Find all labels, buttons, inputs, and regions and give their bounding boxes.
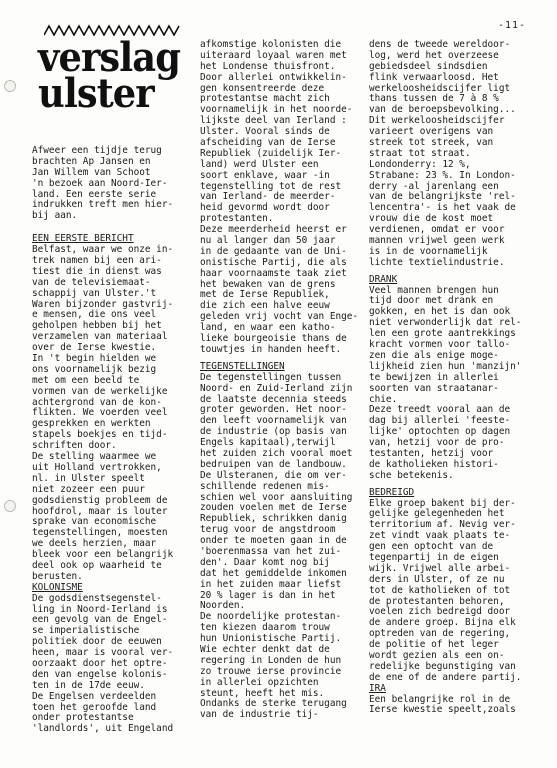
text-line: bleek voor een belangrijk bbox=[32, 549, 174, 561]
text-line: land. Een eerste serie bbox=[32, 188, 157, 200]
text-line: politiek door de eeuwen bbox=[32, 636, 162, 648]
page-number: -11- bbox=[498, 20, 527, 31]
text-line: trek namen bij een ari- bbox=[32, 255, 162, 267]
text-line: groter geworden. Het noor- bbox=[200, 404, 347, 416]
text-line: hun Unionistische Partij. bbox=[200, 633, 342, 645]
text-line: tegenstelling tot de rest bbox=[200, 180, 342, 192]
text-line: terug voor de angstdroom bbox=[200, 524, 336, 536]
text-line: over de Ierse kwestie. bbox=[32, 342, 157, 354]
title-line-1: verslag bbox=[38, 34, 181, 81]
text-line: tegenstellingen, moesten bbox=[32, 527, 168, 539]
text-line: Engels kapitaal),terwijl bbox=[200, 437, 336, 449]
text-line: afkomstige kolonisten die bbox=[200, 39, 342, 50]
text-line: protestanten. bbox=[200, 213, 274, 225]
text-line: lieke bourgeoisie thans de bbox=[200, 333, 347, 345]
text-line: het Londense thuisfront. bbox=[200, 60, 336, 72]
text-line: dat het gemiddelde inkomen bbox=[200, 567, 347, 579]
text-line: afscheiding van de Ierse bbox=[200, 137, 336, 149]
text-line: varieert overigens van bbox=[369, 126, 494, 138]
article-title bbox=[38, 34, 198, 117]
text-line: tot de katholieken of tot bbox=[369, 584, 511, 596]
text-line: het zuiden zich vooral moet bbox=[200, 447, 353, 459]
text-line: in het zuiden maar liefst bbox=[200, 578, 342, 590]
text-line: gokken, en het is dan ook bbox=[369, 306, 511, 318]
text-line: we deels herzien, maar bbox=[32, 538, 157, 550]
text-column-2 bbox=[200, 40, 358, 721]
text-line: vrouw die de kost moet bbox=[369, 213, 494, 225]
text-line: nl. in Ulster speelt bbox=[32, 472, 145, 484]
text-line: zet vindt vaak plaats te- bbox=[369, 530, 511, 542]
text-line: uiteraard loyaal waren met bbox=[200, 49, 347, 61]
text-line: touwtjes in handen heeft. bbox=[200, 343, 342, 355]
text-line: van de industrie tij- bbox=[200, 709, 319, 721]
text-line: gen een optocht van de bbox=[369, 541, 494, 553]
text-line: ten in de 17de eeuw. bbox=[32, 679, 145, 691]
text-line: tiest die in dienst was bbox=[32, 265, 162, 277]
text-line: met om een beeld te bbox=[32, 374, 140, 386]
text-line: schien wel voor aansluiting bbox=[200, 491, 353, 503]
text-line: kracht vormen voor tallo- bbox=[369, 339, 511, 351]
text-line: mannen vrijwel geen werk bbox=[369, 235, 505, 247]
text-line: Ondanks de sterke terugang bbox=[200, 698, 347, 710]
text-line: Noorden. bbox=[200, 600, 246, 612]
text-line: het bewaken van de grens bbox=[200, 278, 336, 290]
text-line: De Ulsteranen, die om ver- bbox=[200, 469, 347, 481]
text-line: Deze treedt vooral aan de bbox=[369, 404, 511, 416]
text-line: regering in Londen de hun bbox=[200, 654, 342, 666]
text-line: soorten van straatanar- bbox=[369, 382, 499, 394]
text-line: dag bij allerlei 'feeste- bbox=[369, 415, 511, 427]
text-line: steunt, heeft het mis. bbox=[200, 687, 325, 699]
text-line: De noordelijke protestan- bbox=[200, 611, 342, 623]
text-line: e mensen, die ons veel bbox=[32, 309, 157, 321]
text-line: schappij van Ulster.'t bbox=[32, 287, 157, 299]
text-line: flikten. We voerden veel bbox=[32, 407, 168, 419]
text-line: Deze meerderheid heerst er bbox=[200, 224, 347, 236]
text-line: voelen zich bedreigd door bbox=[369, 606, 511, 618]
text-line: bij aan. bbox=[32, 210, 78, 222]
text-line: streek tot streek, van bbox=[369, 137, 494, 149]
text-line: gebiedsdeel sindsdien bbox=[369, 60, 488, 72]
text-line: lijkste deel van Ierland : bbox=[200, 115, 347, 127]
text-line: onistische Partij, die als bbox=[200, 256, 347, 268]
text-line: berusten. bbox=[32, 570, 83, 582]
text-line: nu al langer dan 50 jaar bbox=[200, 235, 336, 247]
text-line: testanten, hetzij voor bbox=[369, 447, 494, 459]
text-line: de industrie (op basis van bbox=[200, 426, 347, 438]
title-line-2: ulster bbox=[38, 70, 154, 117]
text-column-3 bbox=[369, 40, 521, 716]
punch-hole bbox=[4, 500, 16, 512]
text-line: Wie echter denkt dat de bbox=[200, 643, 330, 655]
text-line: van de beroepsbevolking... bbox=[369, 104, 516, 116]
text-line: 20 % lager is dan in het bbox=[200, 589, 336, 601]
text-line: niet verwonderlijk dat rel- bbox=[369, 317, 522, 329]
text-line: straat tot straat. bbox=[369, 147, 471, 159]
text-line: verzamelen van materiaal bbox=[32, 331, 168, 343]
text-line: den van engelse kolonis- bbox=[32, 668, 168, 680]
section-heading: DRANK bbox=[369, 273, 398, 285]
text-line: Ierse kwestie speelt,zoals bbox=[369, 704, 516, 716]
text-line: Ulster. Vooral sinds de bbox=[200, 126, 330, 138]
text-line: se imperialistische bbox=[32, 625, 140, 637]
text-line: Door allerlei ontwikkelin- bbox=[200, 71, 347, 83]
text-line: Strabane: 23 %. In London- bbox=[369, 169, 516, 181]
text-line: Dit werkeloosheidscijfer bbox=[369, 115, 505, 127]
text-line: van de televisiemaat- bbox=[32, 276, 151, 288]
text-line: Noord- en Zuid-Ierland zijn bbox=[200, 382, 353, 394]
text-line: onder te moeten gaan in de bbox=[200, 535, 347, 547]
text-line: Elke groep bakent bij der- bbox=[369, 497, 516, 509]
text-line: van, hetzij voor de pro- bbox=[369, 437, 505, 449]
text-line: sche betekenis. bbox=[369, 469, 454, 481]
text-line: tijd door met drank en bbox=[369, 295, 494, 307]
text-line: zen die als enige moge- bbox=[369, 349, 499, 361]
text-line: ons voornamelijk bezig bbox=[32, 363, 157, 375]
text-line: de katholieken histori- bbox=[369, 458, 499, 470]
text-line: ders in Ulster, of ze nu bbox=[369, 573, 505, 585]
section-heading: BEDREIGD bbox=[369, 486, 415, 498]
text-line: de politie of het leger bbox=[369, 639, 499, 651]
text-line: onder protestantse bbox=[32, 712, 134, 724]
text-line: wordt gezien als een on- bbox=[369, 649, 505, 661]
text-line: Een belangrijke rol in de bbox=[369, 693, 511, 705]
text-line: lencentra'- is het vaak de bbox=[369, 202, 516, 214]
text-line: Republiek (zuidelijk Ier- bbox=[200, 147, 342, 159]
text-line: met de Ierse Republiek, bbox=[200, 289, 330, 301]
text-line: indrukken treft men hier- bbox=[32, 199, 174, 211]
text-line: achtergrond van de kon- bbox=[32, 396, 162, 408]
text-line: in de gedaante van de Uni- bbox=[200, 245, 347, 257]
text-line: tegenpartij in de eigen bbox=[369, 551, 499, 563]
text-line: protestantse macht zich bbox=[200, 93, 330, 105]
text-line: schriften door. bbox=[32, 440, 117, 452]
text-line: optreden van de regering, bbox=[369, 628, 511, 640]
text-line: redelijke begunstiging van bbox=[369, 660, 516, 672]
text-line: 'boerenmassa van het zui- bbox=[200, 545, 342, 557]
text-line: stapels boekjes en tijd- bbox=[32, 429, 168, 441]
text-line: territorium af. Nevig ver- bbox=[369, 519, 516, 531]
text-line: lijkheid zien hun 'manzijn' bbox=[369, 360, 522, 372]
text-line: lijke' optochten op dagen bbox=[369, 426, 511, 438]
text-line: De stelling waarmee we bbox=[32, 451, 157, 463]
text-line: de andere groep. Bijna elk bbox=[369, 617, 516, 629]
text-line: Afweer een tijdje terug bbox=[32, 145, 162, 156]
text-line: De Engelsen verdeelden bbox=[32, 690, 157, 702]
text-line: thans tussen de 7 à 8 % bbox=[369, 93, 499, 105]
text-line: 'n bezoek aan Noord-Ier- bbox=[32, 177, 168, 189]
text-line: de ene of de andere partij. bbox=[369, 671, 522, 683]
section-heading: IRA bbox=[369, 682, 386, 694]
text-line: De tegenstellingen tussen bbox=[200, 371, 342, 383]
text-line: flink verwaarloosd. Het bbox=[369, 71, 499, 83]
text-line: godsdienstig probleem de bbox=[32, 494, 168, 506]
text-line: geleden vrij vocht van Enge- bbox=[200, 311, 359, 323]
text-line: In 't begin hielden we bbox=[32, 353, 157, 365]
text-line: heen, maar is vooral ver- bbox=[32, 647, 174, 659]
text-line: 'landlords', uit Engeland bbox=[32, 723, 174, 735]
text-line: len een grote aantrekkings bbox=[369, 328, 516, 340]
text-line: de laatste decennia steeds bbox=[200, 393, 347, 405]
text-line: niet zozeer een puur bbox=[32, 483, 145, 495]
text-line: is in de voornamelijk bbox=[369, 245, 488, 257]
text-line: lichte textielindustrie. bbox=[369, 256, 505, 268]
text-line: die zich een halve eeuw bbox=[200, 300, 330, 312]
text-line: ten kiezen daarom trouw bbox=[200, 622, 330, 634]
text-line: gesprekken en werkten bbox=[32, 418, 151, 430]
section-heading: EEN EERSTE BERICHT bbox=[32, 233, 134, 245]
text-line: verdienen, omdat er voor bbox=[369, 224, 505, 236]
text-line: heid gevormd wordt door bbox=[200, 202, 330, 214]
text-line: De godsdienstsegenstel- bbox=[32, 592, 162, 604]
text-line: voornamelijk in het noorde- bbox=[200, 104, 353, 116]
text-line: van de belangrijkste 'rel- bbox=[369, 191, 516, 203]
text-line: van Ierland- de meerder- bbox=[200, 191, 336, 203]
section-heading: KOLONISME bbox=[32, 581, 83, 593]
text-line: ling in Noord-Ierland is bbox=[32, 603, 168, 615]
text-line: Veel mannen brengen hun bbox=[369, 284, 499, 296]
text-line: den'. Daar komt nog bij bbox=[200, 556, 330, 568]
text-line: gelijke gelegenheden het bbox=[369, 508, 505, 520]
text-line: bedruipen van de landbouw. bbox=[200, 458, 347, 470]
text-line: gen konsentreerde deze bbox=[200, 82, 325, 94]
text-line: zo trouwe ierse provincie bbox=[200, 665, 342, 677]
text-line: chie. bbox=[369, 393, 398, 405]
text-line: Belfast, waar we onze in- bbox=[32, 244, 174, 256]
text-line: dens de tweede wereldoor- bbox=[369, 39, 511, 50]
text-column-1 bbox=[32, 140, 173, 735]
text-line: derry -al jarenlang een bbox=[369, 180, 499, 192]
text-line: hoofdrol, maar is louter bbox=[32, 505, 168, 517]
text-line: zouden voelen met de Ierse bbox=[200, 502, 347, 514]
text-line: wijk. Vrijwel alle arbei- bbox=[369, 562, 511, 574]
text-line: brachten Ap Jansen en bbox=[32, 155, 151, 167]
text-line: de protestanten behoren, bbox=[369, 595, 505, 607]
text-line: toen het geroofde land bbox=[32, 701, 157, 713]
text-line: geholpen hebben bij het bbox=[32, 320, 162, 332]
text-line: in allerlei opzichten bbox=[200, 676, 319, 688]
text-line: sprake van economische bbox=[32, 516, 157, 528]
text-line: deel ook op waarheid te bbox=[32, 559, 162, 571]
text-line: den leeft voornamelijk van bbox=[200, 415, 347, 427]
text-line: vormen van de werkelijke bbox=[32, 385, 168, 397]
text-line: land, en waar een katho- bbox=[200, 322, 336, 334]
text-line: uit Holland vertrokken, bbox=[32, 461, 162, 473]
text-line: log, werd het overzeese bbox=[369, 49, 499, 61]
text-line: werkeloosheidscijfer ligt bbox=[369, 82, 511, 94]
text-line: Waren bijzonder gastvrij- bbox=[32, 298, 174, 310]
text-line: land) werd Ulster een bbox=[200, 158, 319, 170]
text-line: Jan Willem van Schoot bbox=[32, 166, 151, 178]
text-line: Republiek, schrikken danig bbox=[200, 513, 347, 525]
text-line: schillende redenen mis- bbox=[200, 480, 330, 492]
punch-hole bbox=[4, 80, 16, 92]
text-line: oorzaakt door het optre- bbox=[32, 657, 168, 669]
text-line: te bewijzen in allerlei bbox=[369, 371, 499, 383]
text-line: soort enklave, waar -in bbox=[200, 169, 330, 181]
text-line: haar voornaamste taak ziet bbox=[200, 267, 347, 279]
text-line: Londonderry: 12 %, bbox=[369, 158, 471, 170]
section-heading: TEGENSTELLINGEN bbox=[200, 360, 285, 372]
text-line: een gevolg van de Engel- bbox=[32, 614, 168, 626]
